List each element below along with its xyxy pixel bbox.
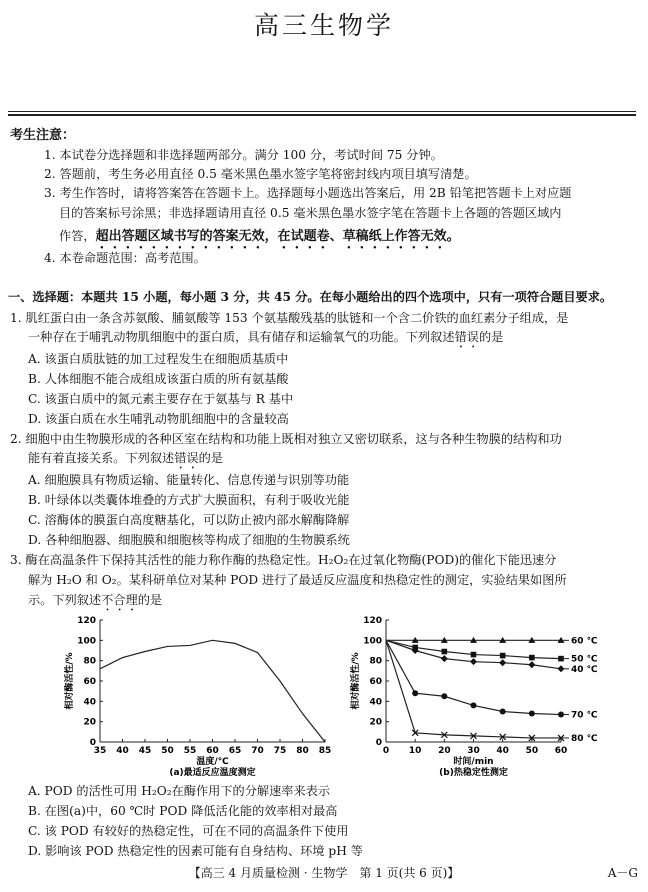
- x-tick-label: 75: [273, 746, 287, 756]
- series-label: 50 ℃: [571, 654, 598, 665]
- data-point: [470, 658, 477, 665]
- x-tick-label: 85: [318, 746, 332, 756]
- notice-item-1: 1. 本试卷分选择题和非选择题两部分。满分 100 分，考试时间 75 分钟。: [44, 148, 443, 162]
- q2-option-a: A. 细胞膜具有物质运输、能量转化、信息传递与识别等功能: [28, 473, 350, 487]
- q1-emphasis: 错误: [454, 330, 479, 344]
- x-tick-label: 35: [93, 746, 107, 756]
- q1-option-b: B. 人体细胞不能合成组成该蛋白质的所有氨基酸: [28, 372, 289, 386]
- y-tick-label: 120: [77, 616, 96, 626]
- q1-stem-text: 一种存在于哺乳动物肌细胞中的蛋白质，具有储存和运输氧气的功能。下列叙述: [28, 330, 455, 344]
- top-rule-thick: [8, 114, 636, 116]
- q2-emphasis: 错误: [174, 451, 199, 465]
- series-label: 70 ℃: [571, 710, 598, 721]
- x-tick-label: 60: [206, 746, 219, 756]
- q2-stem-tail: 的是: [198, 451, 223, 465]
- x-tick-label: 60: [554, 746, 568, 756]
- series-line: [100, 640, 325, 742]
- y-tick-label: 120: [363, 616, 382, 626]
- q3-stem-text: 示。下列叙述: [28, 593, 102, 607]
- y-tick-label: 80: [369, 656, 382, 667]
- q3-option-a: A. POD 的活性可用 H₂O₂在酶作用下的分解速率来表示: [28, 784, 331, 798]
- series-label: 60 ℃: [571, 636, 598, 647]
- series-label: 80 ℃: [571, 733, 598, 744]
- section-heading: 一、选择题：本题共 15 小题，每小题 3 分，共 45 分。在每小题给出的四个选项中，只有一项符合题目要求。: [8, 290, 613, 304]
- q3-option-d: D. 影响该 POD 热稳定性的因素可能有自身结构、环境 pH 等: [28, 844, 363, 858]
- chart-caption: (a)最适反应温度测定: [169, 768, 256, 778]
- notice-emphasis: 超出答题区域书写的答案无效，在试题卷、草稿纸上作答无效。: [95, 229, 460, 244]
- y-tick-label: 20: [83, 717, 96, 728]
- x-tick-label: 50: [161, 746, 174, 756]
- q2-stem-line1: 2. 细胞中由生物膜形成的各种区室在结构和功能上既相对独立又密切联系，这与各种生物膜的结构和功: [10, 432, 562, 446]
- notice-item-3: 3. 考生作答时，请将答案答在答题卡上。选择题每小题选出答案后，用 2B 铅笔把答题卡上对应题: [44, 186, 572, 200]
- y-tick-label: 0: [89, 738, 96, 748]
- x-tick-label: 0: [382, 746, 390, 756]
- data-point: [499, 659, 506, 666]
- y-tick-label: 100: [77, 636, 96, 647]
- q3-option-c: C. 该 POD 有较好的热稳定性，可在不同的高温条件下使用: [28, 824, 349, 838]
- figure-a-chart: [60, 612, 330, 777]
- x-tick-label: 45: [138, 746, 152, 756]
- data-point: [500, 709, 506, 715]
- figure-b-chart: [348, 612, 618, 777]
- page-code: A－G: [607, 866, 638, 880]
- q1-stem-tail: 的是: [478, 330, 504, 344]
- data-point: [529, 711, 535, 717]
- data-point: [471, 652, 477, 658]
- notice-answer-text: 作答，: [59, 229, 96, 243]
- notice-item-2: 2. 答题前，考生务必用直径 0.5 毫米黑色墨水签字笔将密封线内项目填写清楚。: [44, 167, 477, 181]
- data-point: [471, 702, 477, 708]
- y-tick-label: 0: [375, 738, 382, 748]
- y-tick-label: 100: [363, 636, 382, 647]
- q2-stem-line2: [28, 449, 223, 472]
- q1-stem-line1: 1. 肌红蛋白由一条含苏氨酸、脯氨酸等 153 个氨基酸残基的肽链和一个含二价铁的血红素分子组成，是: [10, 311, 569, 325]
- notice-item-4: 4. 本卷命题范围：高考范围。: [44, 251, 206, 265]
- x-tick-label: 80: [296, 746, 309, 756]
- q1-option-a: A. 该蛋白质肽链的加工过程发生在细胞质基质中: [28, 352, 289, 366]
- notice-item-3-cont: 目的答案标号涂黑；非选择题请用直径 0.5 毫米黑色墨水签字笔在答题卡上各题的答题区域内: [59, 206, 562, 220]
- data-point: [441, 655, 448, 662]
- q3-emphasis: 不合理: [101, 593, 138, 607]
- top-rule: [8, 111, 636, 112]
- y-tick-label: 20: [369, 717, 382, 728]
- chart-caption: (b)热稳定性测定: [439, 768, 508, 778]
- series-label: 40 ℃: [571, 664, 598, 675]
- q2-stem-text: 能有着直接关系。下列叙述: [28, 451, 175, 465]
- q1-option-d: D. 该蛋白质在水生哺乳动物肌细胞中的含量较高: [28, 412, 289, 426]
- y-tick-label: 40: [369, 697, 382, 708]
- page-footer: 【高三 4 月质量检测 · 生物学 第 1 页(共 6 页)】: [188, 866, 460, 880]
- data-point: [529, 655, 535, 661]
- q3-option-b: B. 在图(a)中，60 ℃时 POD 降低活化能的效率相对最高: [28, 804, 338, 818]
- q3-stem-line3: [28, 591, 162, 614]
- y-tick-label: 60: [369, 677, 382, 687]
- x-tick-label: 55: [183, 746, 197, 756]
- x-tick-label: 65: [228, 746, 242, 756]
- q2-option-c: C. 溶酶体的膜蛋白高度糖基化，可以防止被内部水解酶降解: [28, 513, 350, 527]
- y-tick-label: 60: [83, 677, 96, 687]
- q2-option-b: B. 叶绿体以类囊体堆叠的方式扩大膜面积，有利于吸收光能: [28, 493, 350, 507]
- data-point: [500, 653, 506, 659]
- data-point: [442, 649, 448, 655]
- x-axis-title: 时间/min: [453, 757, 494, 767]
- x-tick-label: 40: [116, 746, 129, 756]
- q3-stem-tail: 的是: [137, 593, 163, 607]
- x-tick-label: 30: [467, 746, 480, 756]
- exam-title: 高三生物学: [253, 11, 394, 40]
- x-tick-label: 50: [525, 746, 539, 756]
- q1-option-c: C. 该蛋白质中的氮元素主要存在于氨基与 R 基中: [28, 392, 294, 406]
- data-point: [441, 693, 447, 699]
- notice-item-3-end: [59, 225, 460, 252]
- y-axis-title: 相对酶活性/%: [351, 652, 361, 710]
- x-tick-label: 70: [251, 746, 264, 756]
- x-tick-label: 40: [496, 746, 509, 756]
- data-point: [528, 661, 535, 668]
- notice-heading: 考生注意：: [10, 128, 76, 143]
- x-tick-label: 10: [408, 746, 422, 756]
- y-tick-label: 40: [83, 697, 96, 708]
- y-tick-label: 80: [83, 656, 96, 667]
- x-tick-label: 20: [438, 746, 451, 756]
- x-axis-title: 温度/℃: [196, 757, 229, 767]
- q2-option-d: D. 各种细胞器、细胞膜和细胞核等构成了细胞的生物膜系统: [28, 533, 350, 547]
- q1-stem-line2: [28, 328, 503, 351]
- y-axis-title: 相对酶活性/%: [65, 652, 75, 710]
- q3-stem-line2: 解为 H₂O 和 O₂。某科研单位对某种 POD 进行了最适反应温度和热稳定性的测定，实验结果如图所: [28, 573, 567, 587]
- q3-stem-line1: 3. 酶在高温条件下保持其活性的能力称作酶的热稳定性。H₂O₂在过氧化物酶(POD)的催化下能迅速分: [10, 553, 557, 567]
- data-point: [412, 690, 418, 696]
